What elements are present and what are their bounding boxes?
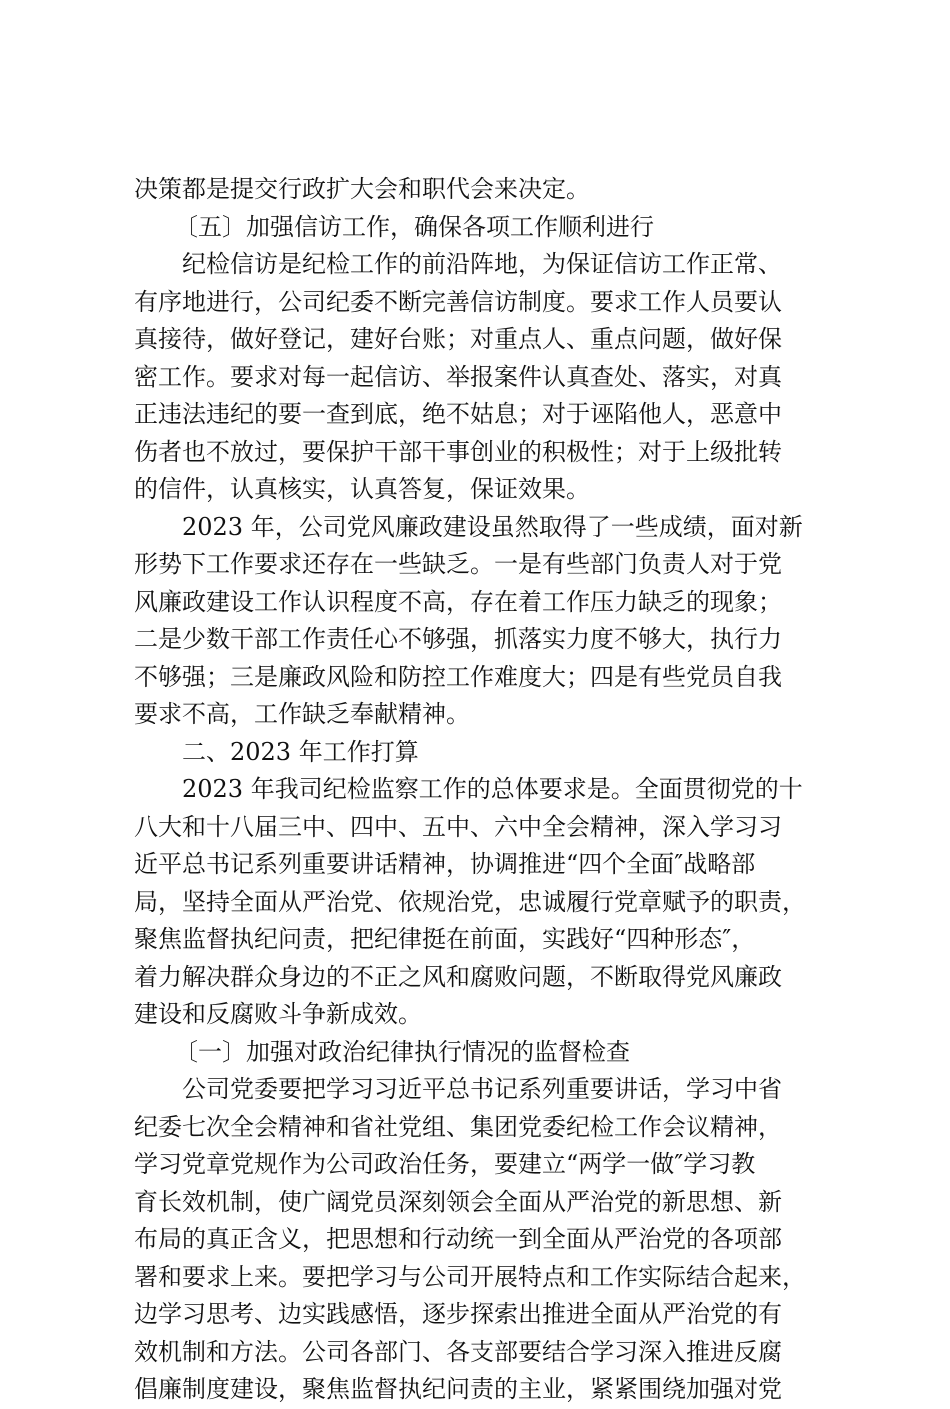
section-heading: 〔一〕加强对政治纪律执行情况的监督检查 [174,1037,630,1066]
text-line: 建设和反腐败斗争新成效。 [134,1000,422,1028]
text-line: 决策都是提交行政扩大会和职代会来决定。 [134,175,590,203]
text-line: 公司党委要把学习习近平总书记系列重要讲话，学习中省 [182,1075,782,1103]
text-line: 纪委七次全会精神和省社党组、集团党委纪检工作会议精神， [134,1112,782,1141]
text-line: 学习党章党规作为公司政治任务，要建立“两学一做″学习教 [134,1150,756,1178]
text-line: 着力解决群众身边的不正之风和腐败问题，不断取得党风廉政 [134,962,782,991]
text-line: 不够强；三是廉政风险和防控工作难度大；四是有些党员自我 [134,662,782,691]
text-line: 风廉政建设工作认识程度不高，存在着工作压力缺乏的现象； [134,587,782,616]
section-heading: 二、2023 年工作打算 [182,737,419,766]
text-line: 八大和十八届三中、四中、五中、六中全会精神，深入学习习 [134,812,782,841]
text-line: 局，坚持全面从严治党、依规治党，忠诚履行党章赋予的职责， [134,887,806,916]
text-line: 的信件，认真核实，认真答复，保证效果。 [134,475,590,503]
text-line: 二是少数干部工作责任心不够强，抓落实力度不够大，执行力 [134,625,782,653]
text-line: 密工作。要求对每一起信访、举报案件认真查处、落实，对真 [134,362,782,391]
text-line: 形势下工作要求还存在一些缺乏。一是有些部门负责人对于党 [134,550,782,578]
document-body [134,171,834,1409]
text-line: 要求不高，工作缺乏奉献精神。 [134,700,470,728]
text-line: 2023 年，公司党风廉政建设虽然取得了一些成绩，面对新 [182,512,803,541]
text-line: 聚焦监督执纪问责，把纪律挺在前面，实践好“四种形态″， [134,925,756,953]
text-line: 伤者也不放过，要保护干部干事创业的积极性；对于上级批转 [134,437,782,466]
text-line: 倡廉制度建设，聚焦监督执纪问责的主业，紧紧围绕加强对党 [134,1375,782,1403]
text-line: 真接待，做好登记，建好台账；对重点人、重点问题，做好保 [134,325,782,353]
text-line: 近平总书记系列重要讲话精神，协调推进“四个全面″战略部 [134,850,756,878]
text-line: 有序地进行，公司纪委不断完善信访制度。要求工作人员要认 [134,287,782,316]
text-line: 效机制和方法。公司各部门、各支部要结合学习深入推进反腐 [134,1337,782,1366]
section-heading: 〔五〕加强信访工作，确保各项工作顺利进行 [174,212,654,241]
text-line: 纪检信访是纪检工作的前沿阵地，为保证信访工作正常、 [182,250,782,278]
text-line: 育长效机制，使广阔党员深刻领会全面从严治党的新思想、新 [134,1187,782,1216]
text-line: 边学习思考、边实践感悟，逐步探索出推进全面从严治党的有 [134,1300,782,1328]
text-line: 布局的真正含义，把思想和行动统一到全面从严治党的各项部 [134,1225,782,1253]
text-line: 2023 年我司纪检监察工作的总体要求是。全面贯彻党的十 [182,775,803,803]
text-line: 正违法违纪的要一查到底，绝不姑息；对于诬陷他人，恶意中 [134,400,782,428]
text-line: 署和要求上来。要把学习与公司开展特点和工作实际结合起来， [134,1262,806,1291]
